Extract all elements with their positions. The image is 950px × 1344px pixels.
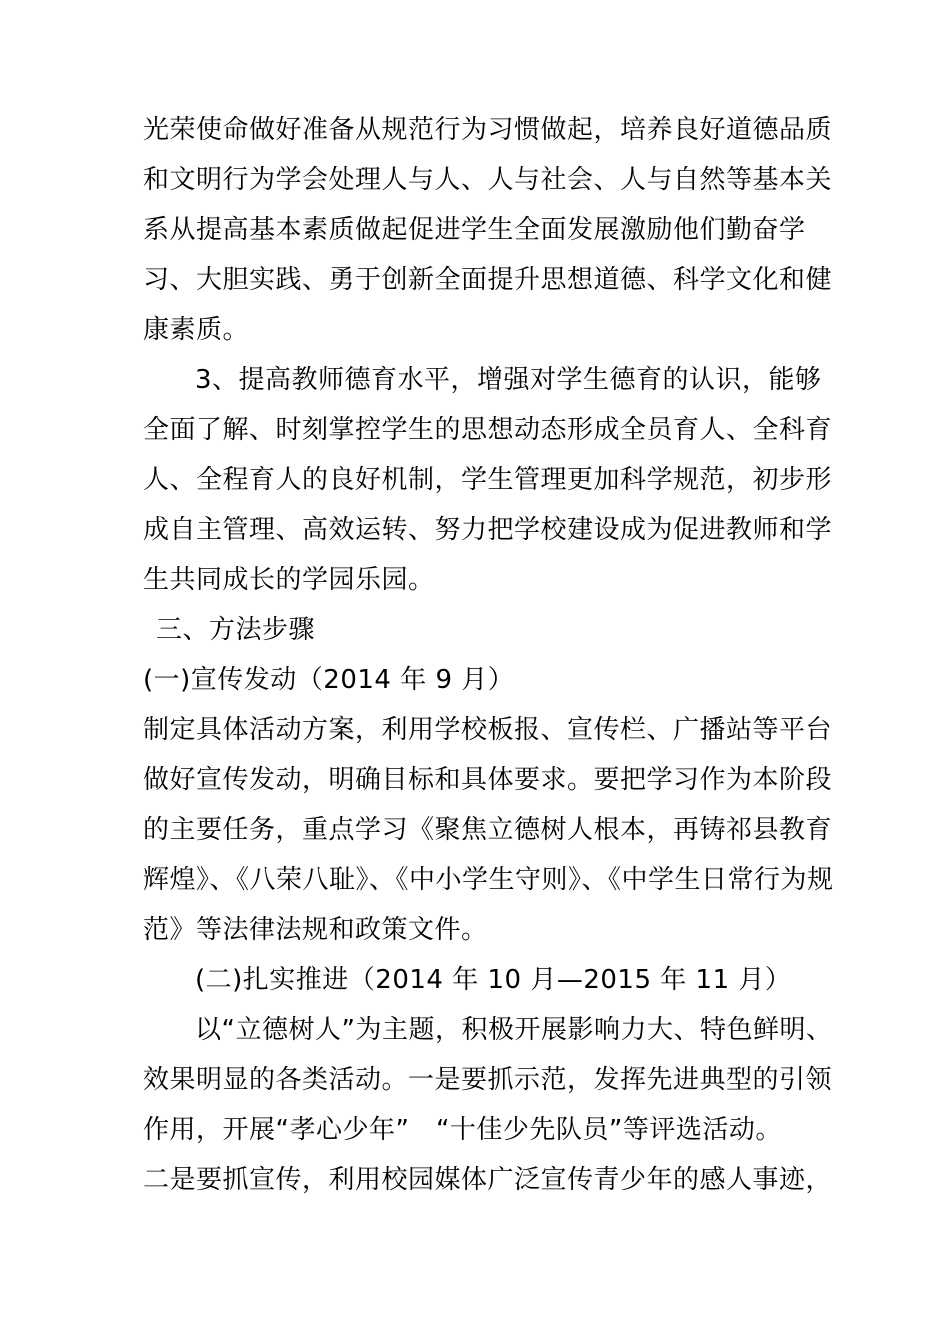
text-line: 生共同成长的学园乐园。 [143,565,435,595]
text-line: 的主要任务，重点学习《聚焦立德树人根本，再铸祁县教育 [143,815,833,845]
section-heading: 三、方法步骤 [156,615,316,645]
text-line: 和文明行为学会处理人与人、人与社会、人与自然等基本关 [143,165,833,195]
text-line: 3、提高教师德育水平，增强对学生德育的认识，能够 [195,365,822,395]
text-line: 以“立德树人”为主题，积极开展影响力大、特色鲜明、 [195,1015,833,1045]
text-line: 习、大胆实践、勇于创新全面提升思想道德、科学文化和健 [143,265,833,295]
text-line: 全面了解、时刻掌控学生的思想动态形成全员育人、全科育 [143,415,833,445]
text-line: 效果明显的各类活动。一是要抓示范，发挥先进典型的引领 [143,1065,833,1095]
subsection-heading: (一)宣传发动（2014 年 9 月） [143,665,515,695]
text-line: 作用，开展“孝心少年” “十佳少先队员”等评选活动。 [143,1115,782,1145]
subsection-heading: (二)扎实推进（2014 年 10 月—2015 年 11 月） [195,965,792,995]
text-line: 系从提高基本素质做起促进学生全面发展激励他们勤奋学 [143,215,806,245]
text-line: 二是要抓宣传，利用校园媒体广泛宣传青少年的感人事迹， [143,1165,833,1195]
text-line: 光荣使命做好准备从规范行为习惯做起，培养良好道德品质 [143,115,833,145]
text-line: 做好宣传发动，明确目标和具体要求。要把学习作为本阶段 [143,765,833,795]
text-line: 辉煌》、《八荣八耻》、《中小学生守则》、《中学生日常行为规 [143,865,834,895]
text-line: 康素质。 [143,315,250,345]
text-line: 范》等法律法规和政策文件。 [143,915,488,945]
text-line: 制定具体活动方案，利用学校板报、宣传栏、广播站等平台 [143,715,833,745]
text-line: 成自主管理、高效运转、努力把学校建设成为促进教师和学 [143,515,833,545]
text-line: 人、全程育人的良好机制，学生管理更加科学规范，初步形 [143,465,833,495]
